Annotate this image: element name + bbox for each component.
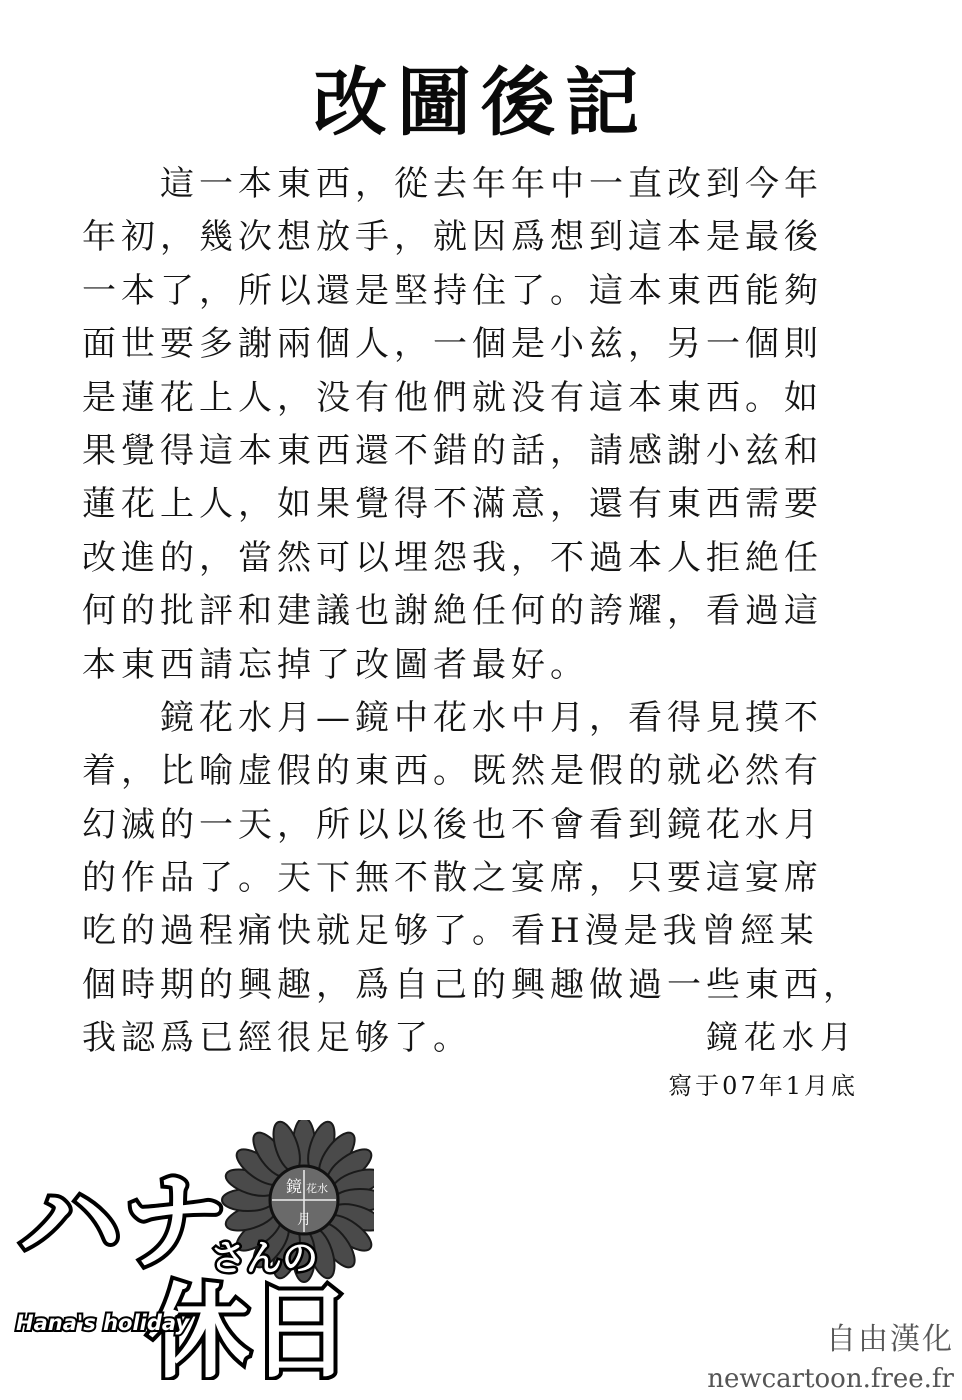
emblem-char: 月 (297, 1212, 311, 1228)
paragraph-line: 果覺得這本東西還不錯的話，請感謝小兹和 (82, 430, 823, 471)
credit-group-name: 自由漢化 (826, 1322, 954, 1357)
logo-title-katakana: ハナ (18, 1161, 227, 1283)
emblem-char: 花水 (306, 1182, 328, 1195)
paragraph-line: 鏡花水月—鏡中花水中月，看得見摸不 (82, 697, 823, 738)
paragraph-line: 的作品了。天下無不散之宴席，只要這宴席 (82, 858, 823, 899)
paragraph-line: 幻滅的一天，所以以後也不會看到鏡花水月 (82, 804, 823, 845)
paragraph-line: 個時期的興趣，爲自己的興趣做過一些東西， (82, 964, 862, 1005)
logo-subtitle: Hana's holiday (16, 1311, 190, 1335)
paragraph-line: 吃的過程痛快就足够了。看H漫是我曾經某 (82, 911, 819, 952)
logo-title-hiragana: さんの (210, 1238, 319, 1279)
paragraph-line: 一本了，所以還是堅持住了。這本東西能夠 (82, 270, 823, 311)
paragraph-line: 本東西請忘掉了改圖者最好。 (82, 644, 589, 685)
paragraph-line: 蓮花上人，如果覺得不滿意，還有東西需要 (82, 484, 823, 525)
scanlation-credit (707, 1322, 954, 1396)
paragraph-line: 這一本東西，從去年年中一直改到今年 (82, 164, 823, 204)
signature: 鏡花水月 (705, 1018, 858, 1056)
logo-title-kanji: 休日 (148, 1274, 352, 1380)
paragraph-line: 着，比喻虚假的東西。既然是假的就必然有 (82, 751, 823, 792)
paragraph-line: 面世要多謝兩個人，一個是小兹，另一個則 (82, 324, 823, 365)
page-title: 改圖後記 (313, 60, 649, 146)
paragraph-line: 我認爲已經很足够了。 (82, 1018, 472, 1059)
hana-holiday-logo (14, 1120, 374, 1380)
date-line: 寫于07年1月底 (668, 1072, 858, 1100)
emblem-char: 鏡 (286, 1177, 303, 1196)
paragraph-line: 改進的，當然可以埋怨我，不過本人拒絶任 (82, 537, 823, 578)
paragraph-line: 是蓮花上人，没有他們就没有這本東西。如 (82, 377, 823, 418)
paragraph-line: 年初，幾次想放手，就因爲想到這本是最後 (82, 217, 823, 258)
paragraph-line: 何的批評和建議也謝絶任何的誇耀，看過這 (82, 591, 823, 632)
afterword-body (82, 158, 882, 1066)
credit-url: newcartoon.free.fr (707, 1364, 954, 1394)
